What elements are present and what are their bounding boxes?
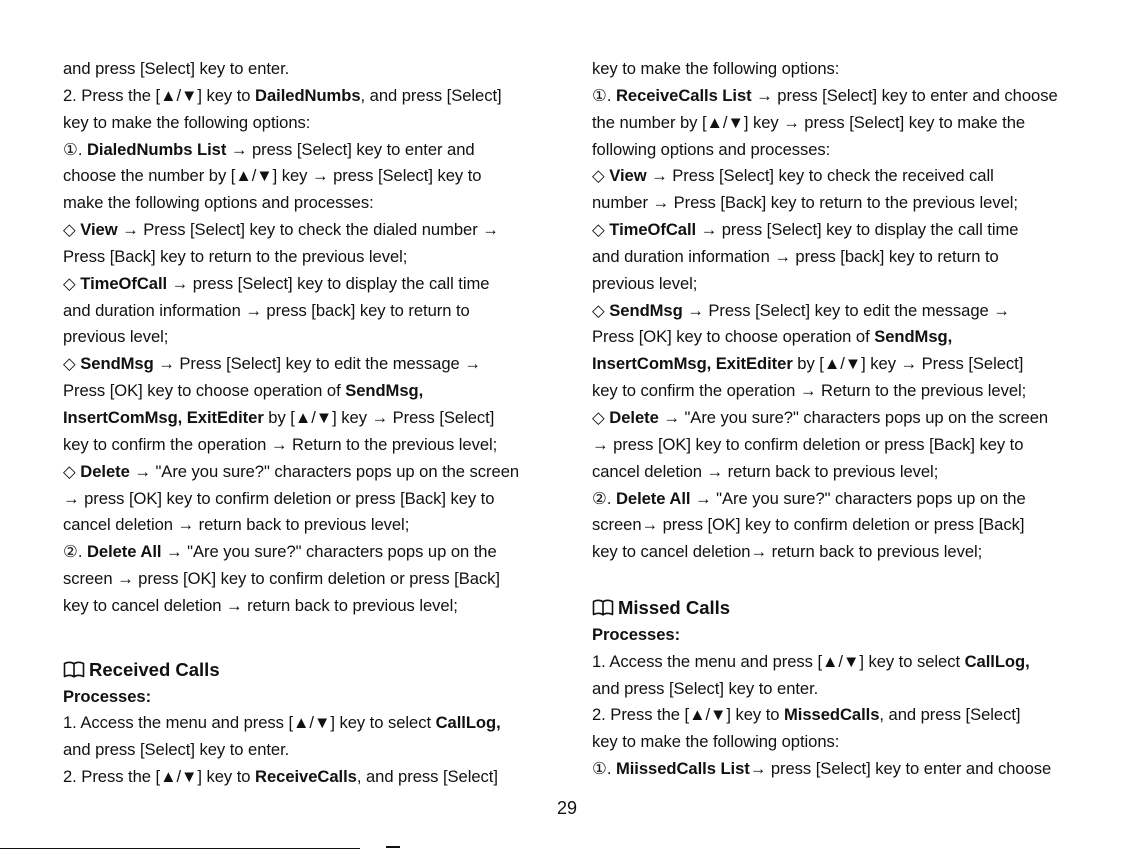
text-run: 2. Press the [▲/▼] key to — [63, 767, 256, 787]
text-run: → Press [Select] key to check the dialed number → — [117, 220, 499, 240]
text-line — [63, 56, 548, 83]
bold-term: TimeOfCall — [80, 273, 168, 293]
text-run: 2. Press the [▲/▼] key to — [592, 705, 785, 725]
section-subtitle: Processes: — [63, 686, 152, 706]
text-run: ①. — [63, 139, 87, 159]
text-run: 2. Press the [▲/▼] key to — [63, 85, 256, 105]
section-title: Received Calls — [89, 658, 220, 680]
text-run: ◇ — [63, 220, 81, 240]
text-run: following options and processes: — [592, 139, 831, 159]
text-run: key to confirm the operation → Return to the previous level; — [592, 381, 1027, 401]
text-run: → "Are you sure?" characters pops up on the screen — [658, 407, 1049, 427]
bold-term: InsertComMsg, ExitEditer — [592, 354, 793, 374]
text-run: , and press [Select] — [356, 767, 498, 787]
text-line — [63, 83, 548, 110]
bold-term: Delete — [80, 461, 130, 481]
text-run: ②. — [63, 542, 87, 562]
text-line — [63, 459, 548, 486]
text-run: → Press [Select] key to edit the message → — [682, 300, 1010, 320]
bold-term: DailedNumbs — [255, 85, 361, 105]
bold-term: SendMsg, — [874, 327, 953, 347]
text-run: by [▲/▼] key → Press [Select] — [792, 354, 1024, 374]
text-line — [592, 649, 1082, 676]
text-line — [592, 432, 1082, 459]
text-line — [592, 676, 1082, 703]
text-run: and duration information → press [back] key to return to — [592, 246, 999, 266]
text-line — [63, 432, 548, 459]
section-title: Missed Calls — [618, 596, 731, 618]
text-line — [592, 298, 1082, 325]
text-run: 1. Access the menu and press [▲/▼] key to select — [592, 651, 965, 671]
text-line — [63, 351, 548, 378]
text-run: ②. — [592, 488, 616, 508]
section-heading-missed-calls — [592, 593, 1082, 622]
bold-term: SendMsg — [609, 300, 683, 320]
text-line — [63, 737, 548, 764]
text-run: screen → press [OK] key to confirm deletion or press [Back] — [63, 569, 500, 589]
bold-term: ReceiveCalls List — [615, 85, 752, 105]
text-run: key to make the following options: — [592, 59, 840, 78]
text-line — [63, 566, 548, 593]
bold-term: CallLog, — [964, 651, 1030, 671]
text-run: ◇ — [63, 461, 81, 481]
text-run: key to make the following options: — [63, 112, 311, 132]
text-line — [63, 137, 548, 164]
text-line — [63, 764, 548, 791]
text-line — [592, 486, 1082, 513]
text-run: key to confirm the operation → Return to the previous level; — [63, 434, 498, 454]
text-line — [592, 83, 1082, 110]
text-line — [592, 217, 1082, 244]
spacer — [63, 620, 548, 647]
text-run: and press [Select] key to enter. — [63, 59, 290, 78]
bold-term: Delete All — [615, 488, 691, 508]
text-run: ◇ — [63, 354, 81, 374]
text-run: make the following options and processes: — [63, 193, 374, 213]
text-run: the number by [▲/▼] key → press [Select] key to make the — [592, 112, 1026, 132]
text-run: key to cancel deletion → return back to previous level; — [63, 595, 458, 615]
footer-tick — [386, 846, 400, 848]
text-run: previous level; — [592, 273, 698, 293]
text-run: by [▲/▼] key → Press [Select] — [263, 407, 495, 427]
text-line — [592, 351, 1082, 378]
text-line — [63, 710, 548, 737]
text-line — [592, 702, 1082, 729]
section-heading-received-calls — [63, 655, 548, 684]
left-column — [63, 56, 548, 791]
text-run: 1. Access the menu and press [▲/▼] key to select — [63, 713, 436, 733]
text-run: → Press [Select] key to edit the message → — [153, 354, 481, 374]
bold-term: Delete — [609, 407, 659, 427]
text-run: , and press [Select] — [879, 705, 1021, 725]
text-run: → "Are you sure?" characters pops up on the — [690, 488, 1026, 508]
text-run: screen→ press [OK] key to confirm deletion or press [Back] — [592, 515, 1025, 535]
text-run: → press [OK] key to confirm deletion or press [Back] key to — [63, 488, 495, 508]
text-line — [592, 110, 1082, 137]
text-line — [63, 539, 548, 566]
text-run: Press [OK] key to choose operation of — [63, 381, 346, 401]
bold-term: TimeOfCall — [609, 220, 697, 240]
bold-term: View — [80, 220, 118, 240]
text-line — [592, 405, 1082, 432]
text-run: → Press [Select] key to check the received call — [646, 166, 994, 186]
text-line — [63, 244, 548, 271]
bold-term: DialedNumbs List — [86, 139, 227, 159]
text-line — [592, 324, 1082, 351]
text-line — [63, 110, 548, 137]
bold-term: SendMsg — [80, 354, 154, 374]
text-run: ◇ — [592, 220, 610, 240]
text-line — [592, 756, 1082, 783]
text-line — [63, 190, 548, 217]
text-run: Press [Back] key to return to the previous level; — [63, 246, 408, 266]
text-line — [63, 593, 548, 620]
text-line — [592, 378, 1082, 405]
bold-term: ReceiveCalls — [255, 767, 357, 787]
text-run: key to make the following options: — [592, 732, 840, 752]
text-run: → "Are you sure?" characters pops up on the screen — [129, 461, 520, 481]
text-line — [63, 217, 548, 244]
text-line — [592, 244, 1082, 271]
text-run: ①. — [592, 759, 616, 779]
right-column — [592, 56, 1082, 783]
section-subtitle: Processes: — [592, 624, 681, 644]
text-run: → press [OK] key to confirm deletion or press [Back] key to — [592, 434, 1024, 454]
text-line — [63, 405, 548, 432]
right-body-text — [592, 56, 1082, 566]
text-run: ◇ — [592, 407, 610, 427]
text-run: and duration information → press [back] key to return to — [63, 300, 470, 320]
bold-term: CallLog, — [435, 713, 501, 733]
text-run: → press [Select] key to enter and choose — [749, 759, 1052, 779]
text-run: cancel deletion → return back to previous level; — [592, 461, 939, 481]
text-run: → press [Select] key to enter and — [226, 139, 475, 159]
text-run: key to cancel deletion→ return back to previous level; — [592, 542, 983, 562]
book-icon — [63, 661, 85, 677]
book-icon — [592, 599, 614, 615]
text-line — [592, 163, 1082, 190]
bold-term: View — [609, 166, 647, 186]
text-line — [592, 271, 1082, 298]
bold-term: MissedCalls — [784, 705, 880, 725]
text-run: ◇ — [592, 300, 610, 320]
text-run: → press [Select] key to enter and choose — [751, 85, 1058, 105]
text-run: Press [OK] key to choose operation of — [592, 327, 875, 347]
left-section-text — [63, 710, 548, 791]
page-number: 29 — [556, 798, 578, 818]
text-run: previous level; — [63, 327, 169, 347]
text-line — [592, 539, 1082, 566]
text-line — [63, 486, 548, 513]
text-run: → press [Select] key to display the call time — [167, 273, 490, 293]
text-line — [63, 163, 548, 190]
text-line — [592, 137, 1082, 164]
text-line — [592, 56, 1082, 83]
bold-term: InsertComMsg, ExitEditer — [63, 407, 264, 427]
text-run: ◇ — [592, 166, 610, 186]
text-line — [63, 378, 548, 405]
text-line — [63, 271, 548, 298]
footer-rule — [0, 848, 360, 849]
text-line — [592, 729, 1082, 756]
right-section-text — [592, 649, 1082, 783]
bold-term: SendMsg, — [345, 381, 424, 401]
bold-term: MiissedCalls List — [615, 759, 750, 779]
bold-term: Delete All — [86, 542, 162, 562]
text-run: , and press [Select] — [360, 85, 502, 105]
text-run: number → Press [Back] key to return to the previous level; — [592, 193, 1018, 213]
text-line — [592, 512, 1082, 539]
text-run: ①. — [592, 85, 616, 105]
text-run: → "Are you sure?" characters pops up on the — [161, 542, 497, 562]
text-run: ◇ — [63, 273, 81, 293]
text-run: choose the number by [▲/▼] key → press [Select] key to — [63, 166, 482, 186]
text-run: cancel deletion → return back to previous level; — [63, 515, 410, 535]
text-line — [63, 324, 548, 351]
text-run: → press [Select] key to display the call time — [696, 220, 1019, 240]
left-body-text — [63, 56, 548, 620]
text-line — [63, 512, 548, 539]
text-line — [63, 298, 548, 325]
text-line — [592, 459, 1082, 486]
spacer — [592, 566, 1082, 593]
text-line — [592, 190, 1082, 217]
text-run: and press [Select] key to enter. — [63, 740, 290, 760]
text-run: and press [Select] key to enter. — [592, 678, 819, 698]
